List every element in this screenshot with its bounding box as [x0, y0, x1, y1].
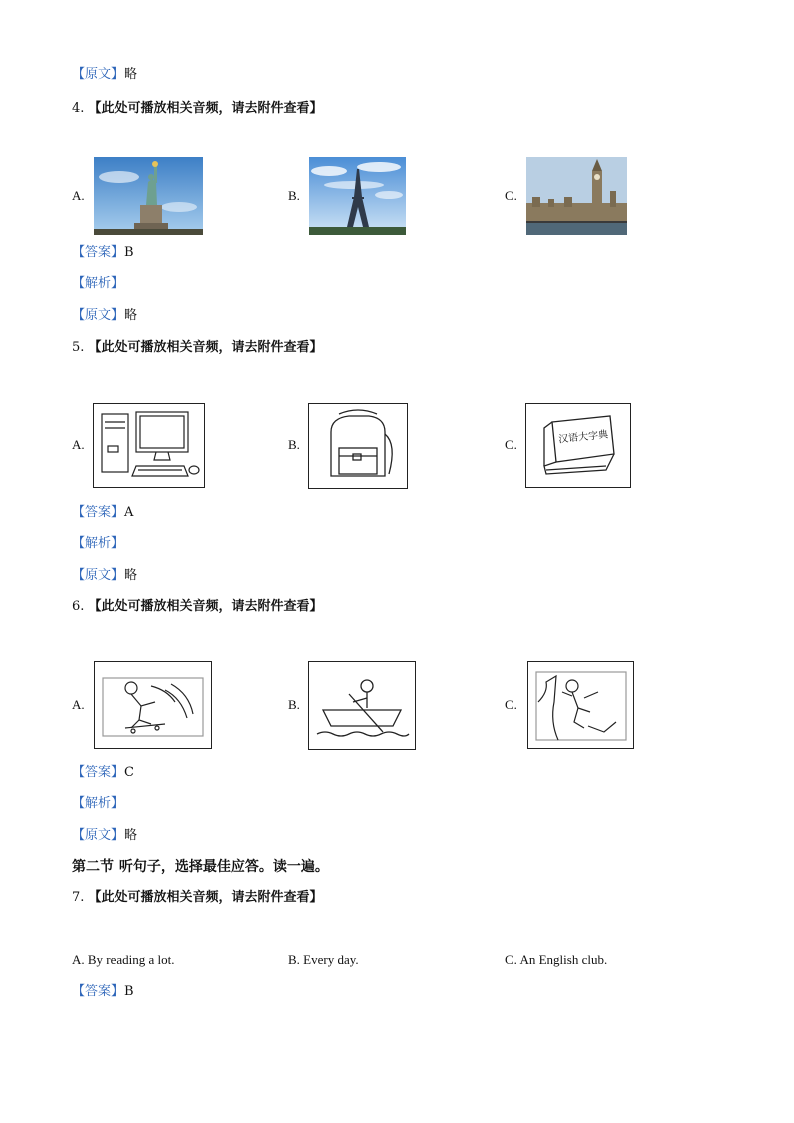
answer-tag: 【答案】 [72, 984, 125, 999]
q5-option-c-label: C. [505, 437, 517, 452]
transcript-tag: 【原文】 [72, 828, 125, 843]
q5-option-b-label: B. [288, 437, 300, 452]
question-number: 4. [72, 101, 85, 116]
transcript-tag: 【原文】 [72, 308, 125, 323]
transcript-text: 略 [124, 308, 138, 323]
q5-analysis [72, 535, 124, 553]
q3-transcript [72, 66, 137, 84]
analysis-tag: 【解析】 [72, 796, 125, 811]
dictionary-title: 汉语大字典 [557, 429, 609, 446]
q5-answer [72, 504, 133, 522]
schoolbag-image [308, 403, 408, 489]
computer-image [93, 403, 205, 488]
rock-climbing-image [527, 661, 634, 749]
audio-note: 【此处可播放相关音频，请去附件查看】 [88, 599, 323, 614]
audio-note: 【此处可播放相关音频，请去附件查看】 [88, 340, 323, 355]
audio-note: 【此处可播放相关音频，请去附件查看】 [88, 890, 323, 905]
q7-option-b: B. Every day. [288, 952, 359, 967]
q4-analysis [72, 275, 124, 293]
answer-value: A [124, 505, 134, 520]
question-number: 7. [72, 890, 85, 905]
question-number: 6. [72, 599, 85, 614]
answer-value: B [124, 245, 134, 260]
q5-option-a-label: A. [72, 437, 85, 452]
answer-tag: 【答案】 [72, 505, 125, 520]
audio-note: 【此处可播放相关音频，请去附件查看】 [88, 101, 323, 116]
eiffel-tower-image [309, 157, 406, 235]
q7-prompt [72, 889, 323, 907]
q7-answer [72, 983, 134, 1001]
rowing-boat-image [308, 661, 416, 750]
analysis-tag: 【解析】 [72, 276, 125, 291]
q7-option-c: C. An English club. [505, 952, 608, 967]
q4-answer [72, 244, 134, 262]
q7-option-a: A. By reading a lot. [72, 952, 175, 967]
q4-option-c-label: C. [505, 188, 517, 203]
q5-transcript [72, 567, 137, 585]
q6-transcript [72, 827, 137, 845]
q5-prompt [72, 339, 323, 357]
dictionary-image [525, 403, 631, 488]
answer-value: C [124, 765, 134, 780]
q4-transcript [72, 307, 137, 325]
statue-of-liberty-image [94, 157, 203, 235]
q6-option-c-label: C. [505, 697, 517, 712]
q4-prompt [72, 100, 323, 118]
transcript-text: 略 [124, 67, 138, 82]
answer-tag: 【答案】 [72, 245, 125, 260]
q4-option-b-label: B. [288, 188, 300, 203]
q4-option-a-label: A. [72, 188, 85, 203]
q6-option-a-label: A. [72, 697, 85, 712]
q6-prompt [72, 598, 323, 616]
analysis-tag: 【解析】 [72, 536, 125, 551]
answer-value: B [124, 984, 134, 999]
transcript-tag: 【原文】 [72, 67, 125, 82]
transcript-text: 略 [124, 828, 138, 843]
question-number: 5. [72, 340, 85, 355]
q6-analysis [72, 795, 124, 813]
q6-answer [72, 764, 134, 782]
transcript-tag: 【原文】 [72, 568, 125, 583]
big-ben-image [526, 157, 627, 235]
skateboarding-image [94, 661, 212, 749]
answer-tag: 【答案】 [72, 765, 125, 780]
section-title: 第二节 听句子，选择最佳应答。读一遍。 [72, 859, 329, 875]
transcript-text: 略 [124, 568, 138, 583]
q6-option-b-label: B. [288, 697, 300, 712]
